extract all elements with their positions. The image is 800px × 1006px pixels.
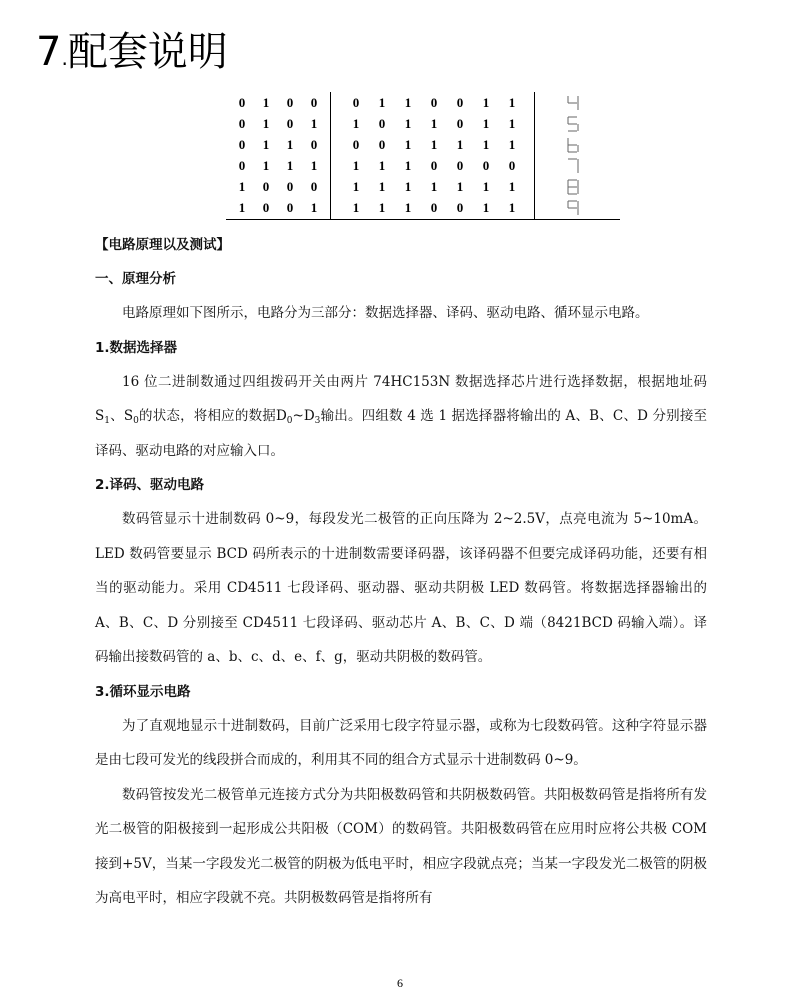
segment-output-cell: 1	[404, 158, 412, 173]
segment-output-cell: 1	[430, 179, 438, 194]
paragraph-common-anode: 数码管按发光二极管单元连接方式分为共阳极数码管和共阴极数码管。共阳极数码管是指将所有发光二极管的阳极接到一起形成公共阳极（COM）的数码管。共阳极数码管在应用时应将公共极 COM 接到+5V，当某一字段发光二极管的阴极为低电平时，相应字段就点亮；当某一字段发光二极管的阴极为高电平时，相应字段就不亮。共阴极数码管是指将所有	[95, 786, 707, 906]
segment-output-cell: 1	[404, 137, 412, 152]
bcd-input-cell: 1	[238, 179, 246, 194]
bcd-input-cell: 0	[286, 95, 294, 110]
section-header	[36, 24, 228, 86]
segment-output-cell: 0	[430, 200, 438, 215]
bcd-input-cell: 0	[286, 179, 294, 194]
bcd-input-cell: 1	[286, 158, 294, 173]
bcd-input-cell: 1	[238, 200, 246, 215]
segment-output-cell: 1	[482, 116, 490, 131]
heading-data-selector: 1.数据选择器	[95, 339, 178, 356]
segment-output-cell: 0	[430, 95, 438, 110]
table-row	[226, 134, 620, 155]
segment-output-cell: 0	[378, 116, 386, 131]
heading-cycle-display: 3.循环显示电路	[95, 683, 191, 700]
segment-output-cell: 0	[378, 137, 386, 152]
segment-output-cell: 1	[378, 179, 386, 194]
bcd-input-cell: 1	[286, 137, 294, 152]
seven-segment-digit-icon	[566, 136, 580, 154]
subsection-heading: 一、原理分析	[95, 271, 176, 287]
table-row	[226, 92, 620, 113]
bcd-input-cell: 0	[310, 179, 318, 194]
segment-output-cell: 0	[456, 200, 464, 215]
segment-output-cell: 1	[508, 116, 516, 131]
bcd-input-cell: 1	[310, 158, 318, 173]
segment-output-cell: 0	[430, 158, 438, 173]
segment-output-cell: 0	[456, 95, 464, 110]
paragraph-decode-drive: 数码管显示十进制数码 0~9，每段发光二极管的正向压降为 2~2.5V，点亮电流为 5~10mA。LED 数码管要显示 BCD 码所表示的十进制数需要译码器，该译码器不但要完成译码功能，还要有相当的驱动能力。采用 CD4511 七段译码、驱动器、驱动共阴极 LED 数码管。将数据选择器输出的 A、B、C、D 分别接至 CD4511 七段译码、驱动芯片 A、B、C、D 端（8421BCD 码输入端）。译码输出接数码管的 a、b、c、d、e、f、g，驱动共阴极的数码管。	[95, 511, 707, 665]
segment-output-cell: 1	[482, 95, 490, 110]
segment-output-cell: 1	[508, 179, 516, 194]
segment-output-cell: 1	[508, 137, 516, 152]
bcd-input-cell: 0	[310, 95, 318, 110]
bcd-input-cell: 0	[286, 200, 294, 215]
bcd-input-cell: 1	[310, 116, 318, 131]
segment-output-cell: 0	[352, 95, 360, 110]
segment-output-cell: 1	[482, 179, 490, 194]
bcd-input-cell: 0	[310, 137, 318, 152]
table-row	[226, 113, 620, 134]
bcd-input-cell: 0	[238, 158, 246, 173]
page-number: 6	[397, 976, 403, 990]
paragraph-data-selector: 16 位二进制数通过四组拨码开关由两片 74HC153N 数据选择芯片进行选择数据，根据地址码$S_1$、$S_0$的状态，将相应的数据$D_0\sim D_3$输出。四组数 4 选 1 据选择器将输出的 A、B、C、D 分别接至译码、驱动电路的对应输入口。	[95, 373, 708, 459]
table-row	[226, 197, 620, 218]
body-text	[95, 228, 707, 916]
segment-output-cell: 1	[430, 137, 438, 152]
segment-output-cell: 1	[378, 200, 386, 215]
segment-output-cell: 1	[404, 200, 412, 215]
segment-output-cell: 1	[404, 95, 412, 110]
seven-segment-digit-icon	[566, 94, 580, 112]
intro-paragraph: 电路原理如下图所示，电路分为三部分：数据选择器、译码、驱动电路、循环显示电路。	[122, 305, 649, 321]
bcd-input-cell: 0	[238, 137, 246, 152]
segment-output-cell: 1	[482, 137, 490, 152]
segment-output-cell: 1	[378, 158, 386, 173]
segment-output-cell: 1	[456, 137, 464, 152]
bcd-input-cell: 1	[262, 137, 270, 152]
seven-segment-digit-icon	[566, 178, 580, 196]
section-dot: .	[61, 46, 68, 70]
segment-output-cell: 1	[352, 116, 360, 131]
bracket-title: 【电路原理以及测试】	[95, 237, 230, 253]
bcd-input-cell: 1	[310, 200, 318, 215]
segment-output-cell: 1	[352, 179, 360, 194]
bcd-input-cell: 0	[262, 179, 270, 194]
segment-output-cell: 0	[456, 158, 464, 173]
segment-output-cell: 1	[482, 200, 490, 215]
segment-output-cell: 0	[456, 116, 464, 131]
bcd-input-cell: 1	[262, 158, 270, 173]
segment-output-cell: 1	[430, 116, 438, 131]
segment-output-cell: 1	[404, 179, 412, 194]
segment-output-cell: 1	[508, 200, 516, 215]
table-row	[226, 176, 620, 197]
segment-output-cell: 1	[456, 179, 464, 194]
section-number: 7	[36, 29, 62, 75]
table-row	[226, 155, 620, 176]
segment-output-cell: 0	[508, 158, 516, 173]
table-bottom-rule	[226, 219, 620, 220]
seven-segment-digit-icon	[566, 115, 580, 133]
segment-output-cell: 1	[352, 158, 360, 173]
seven-segment-digit-icon	[566, 199, 580, 217]
segment-output-cell: 0	[352, 137, 360, 152]
segment-output-cell: 1	[508, 95, 516, 110]
section-title: 配套说明	[67, 29, 228, 75]
bcd-input-cell: 1	[262, 95, 270, 110]
heading-decode-drive: 2.译码、驱动电路	[95, 477, 205, 493]
bcd-input-cell: 0	[262, 200, 270, 215]
bcd-input-cell: 0	[238, 116, 246, 131]
bcd-input-cell: 0	[238, 95, 246, 110]
segment-output-cell: 1	[352, 200, 360, 215]
segment-output-cell: 1	[378, 95, 386, 110]
segment-output-cell: 1	[404, 116, 412, 131]
truth-table	[226, 92, 620, 220]
segment-output-cell: 0	[482, 158, 490, 173]
bcd-input-cell: 1	[262, 116, 270, 131]
seven-segment-digit-icon	[566, 157, 580, 175]
bcd-input-cell: 0	[286, 116, 294, 131]
paragraph-cycle-display: 为了直观地显示十进制数码，目前广泛采用七段字符显示器，或称为七段数码管。这种字符显示器是由七段可发光的线段拼合而成的，利用其不同的组合方式显示十进制数码 0~9。	[95, 717, 707, 768]
